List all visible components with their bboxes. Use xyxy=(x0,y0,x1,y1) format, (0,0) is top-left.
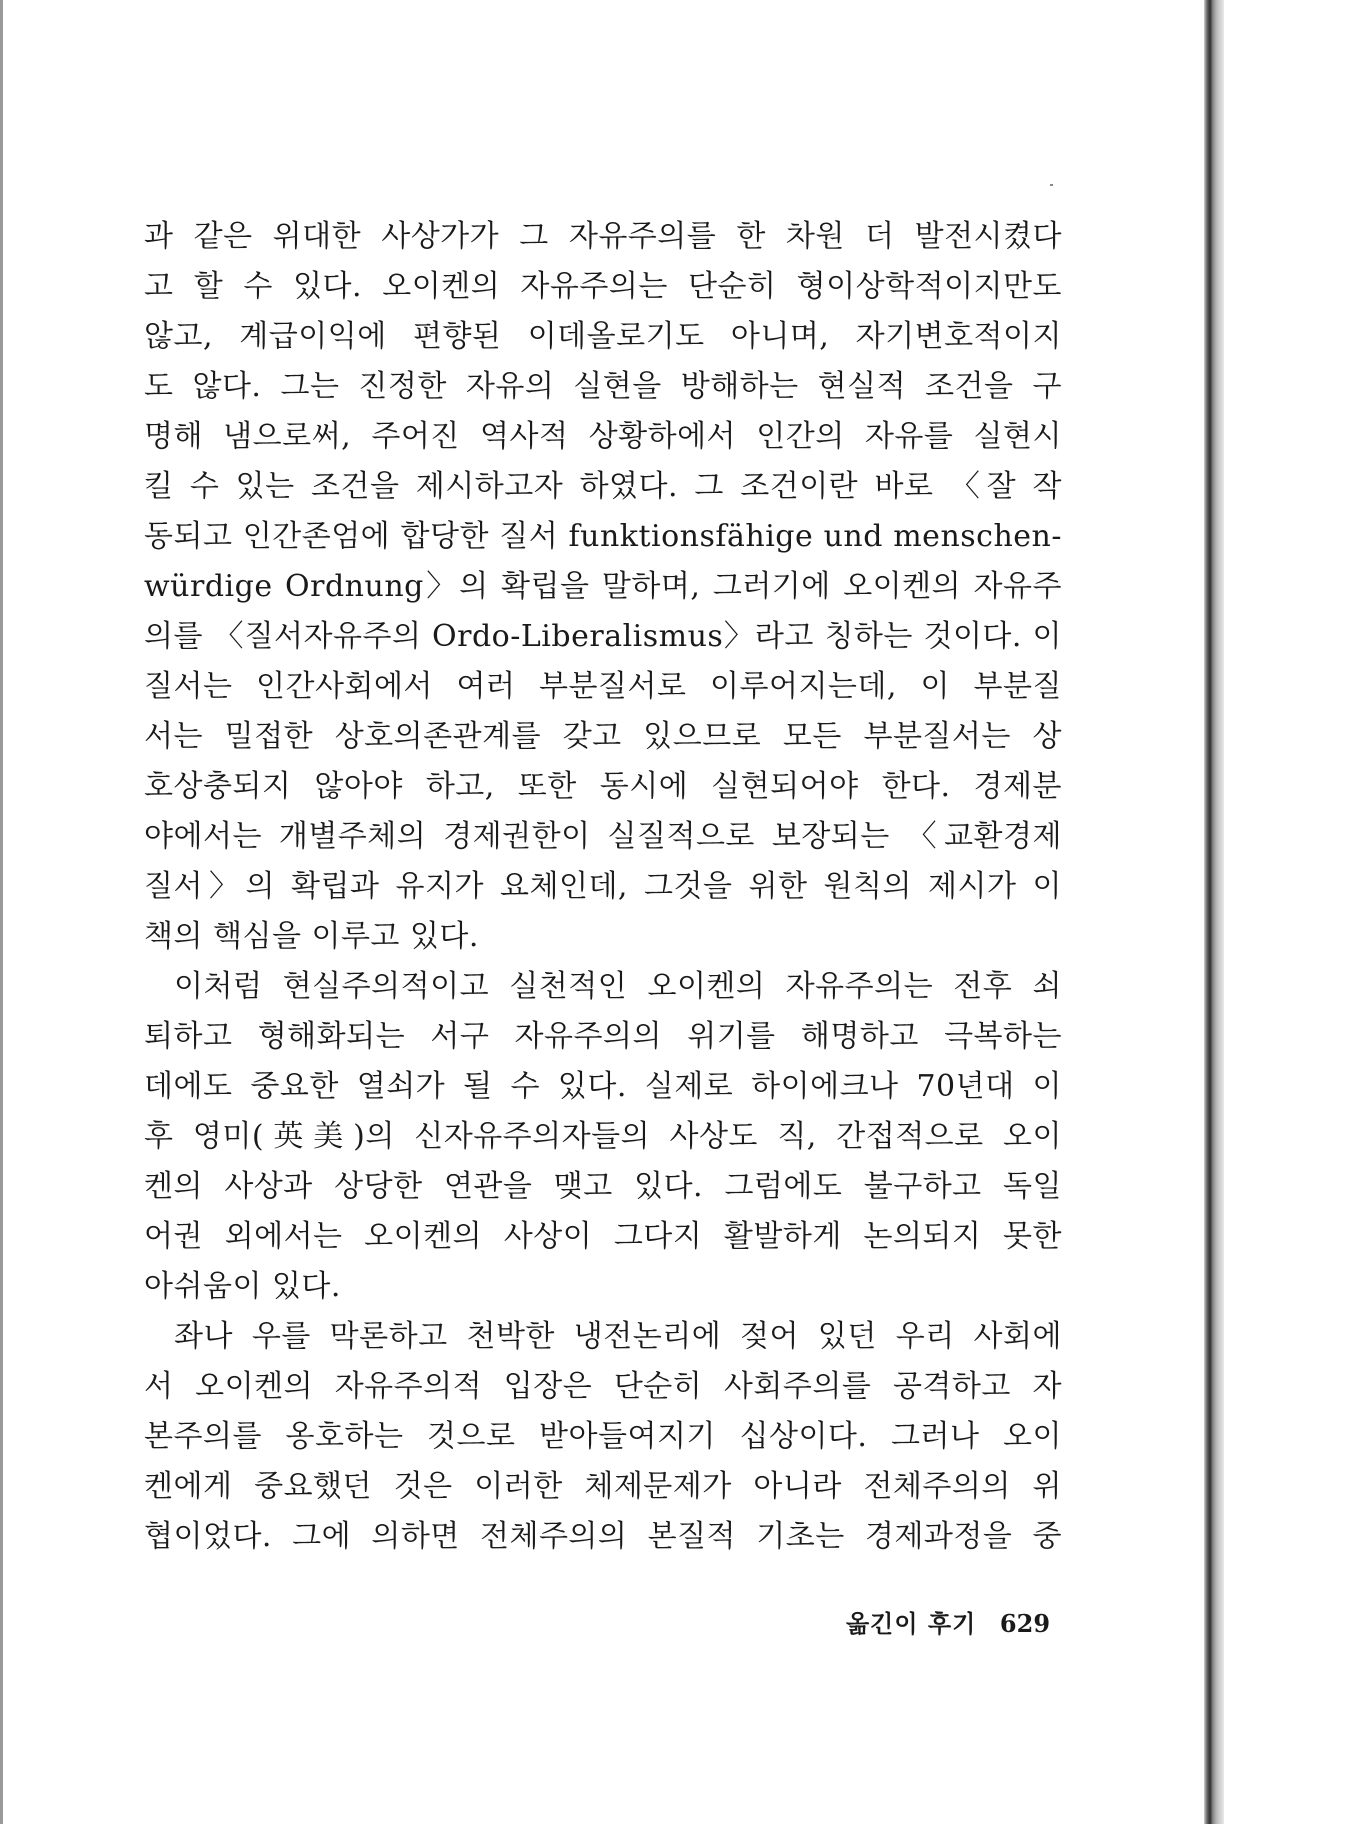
body-line: 어권 외에서는 오이켄의 사상이 그다지 활발하게 논의되지 못한 xyxy=(144,1219,1062,1254)
body-line: 의를 〈질서자유주의 Ordo-Liberalismus〉라고 칭하는 것이다. 이 xyxy=(144,619,1062,654)
book-spine-shadow xyxy=(1204,0,1224,1824)
body-line: 고 할 수 있다. 오이켄의 자유주의는 단순히 형이상학적이지만도 xyxy=(144,269,1062,304)
body-line: 켄에게 중요했던 것은 이러한 체제문제가 아니라 전체주의의 위 xyxy=(144,1469,1062,1504)
paragraph-start-line: 이처럼 현실주의적이고 실천적인 오이켄의 자유주의는 전후 쇠 xyxy=(174,969,1062,1004)
body-line: 명해 냄으로써, 주어진 역사적 상황하에서 인간의 자유를 실현시 xyxy=(144,419,1062,454)
body-line: 데에도 중요한 열쇠가 될 수 있다. 실제로 하이에크나 70년대 이 xyxy=(144,1069,1062,1104)
body-line: 퇴하고 형해화되는 서구 자유주의의 위기를 해명하고 극복하는 xyxy=(144,1019,1062,1054)
page-left-edge xyxy=(0,0,3,1824)
body-line: 야에서는 개별주체의 경제권한이 실질적으로 보장되는 〈교환경제 xyxy=(144,819,1062,854)
paragraph-start-line: 좌나 우를 막론하고 천박한 냉전논리에 젖어 있던 우리 사회에 xyxy=(174,1319,1062,1354)
body-line: 질서〉의 확립과 유지가 요체인데, 그것을 위한 원칙의 제시가 이 xyxy=(144,869,1062,904)
body-line: 서는 밀접한 상호의존관계를 갖고 있으므로 모든 부분질서는 상 xyxy=(144,719,1062,754)
body-line: 본주의를 옹호하는 것으로 받아들여지기 십상이다. 그러나 오이 xyxy=(144,1419,1062,1454)
paragraph-end-line: 아쉬움이 있다. xyxy=(144,1269,341,1304)
body-line: 동되고 인간존엄에 합당한 질서 funktionsfähige und menschen- xyxy=(144,519,1062,554)
body-line: 과 같은 위대한 사상가가 그 자유주의를 한 차원 더 발전시켰다 xyxy=(144,219,1062,254)
body-line: würdige Ordnung〉의 확립을 말하며, 그러기에 오이켄의 자유주 xyxy=(144,569,1062,604)
running-head: 옮긴이 후기 xyxy=(846,1609,977,1638)
body-line: 켄의 사상과 상당한 연관을 맺고 있다. 그럼에도 불구하고 독일 xyxy=(144,1169,1062,1204)
body-line: 도 않다. 그는 진정한 자유의 실현을 방해하는 현실적 조건을 구 xyxy=(144,369,1062,404)
paragraph-end-line: 책의 핵심을 이루고 있다. xyxy=(144,919,479,954)
body-line: 후 영미(英美)의 신자유주의자들의 사상도 직, 간접적으로 오이 xyxy=(144,1119,1062,1154)
page-number: 629 xyxy=(999,1609,1051,1638)
body-line: 킬 수 있는 조건을 제시하고자 하였다. 그 조건이란 바로 〈잘 작 xyxy=(144,469,1062,504)
body-text xyxy=(144,212,1062,1562)
body-line: 호상충되지 않아야 하고, 또한 동시에 실현되어야 한다. 경제분 xyxy=(144,769,1062,804)
body-line: 서 오이켄의 자유주의적 입장은 단순히 사회주의를 공격하고 자 xyxy=(144,1369,1062,1404)
body-line: 않고, 계급이익에 편향된 이데올로기도 아니며, 자기변호적이지 xyxy=(144,319,1062,354)
page-footer xyxy=(846,1604,1051,1644)
body-line: 질서는 인간사회에서 여러 부분질서로 이루어지는데, 이 부분질 xyxy=(144,669,1062,704)
scan-right-margin xyxy=(1224,0,1368,1824)
scan-speck xyxy=(1050,184,1053,186)
body-line: 협이었다. 그에 의하면 전체주의의 본질적 기초는 경제과정을 중 xyxy=(144,1519,1062,1554)
